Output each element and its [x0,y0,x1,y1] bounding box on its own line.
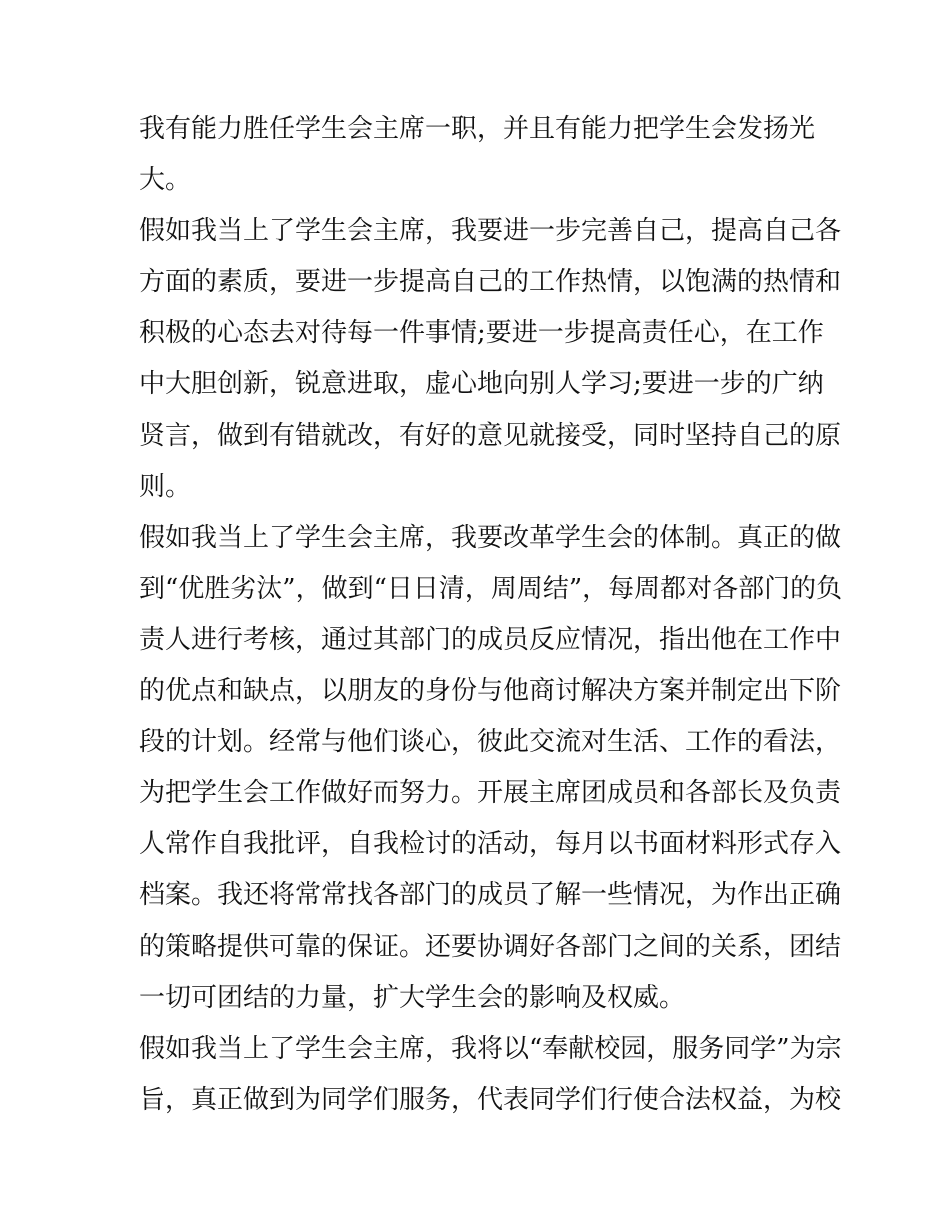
text-line: 到“优胜劣汰”，做到“日日清，周周结”，每周都对各部门的负 [139,573,843,604]
body-text [139,104,843,1126]
text-line: 则。 [139,471,192,502]
text-line: 的优点和缺点，以朋友的身份与他商讨解决方案并制定出下阶 [139,676,842,707]
text-line: 贤言，做到有错就改，有好的意见就接受，同时坚持自己的原 [139,420,842,451]
text-line: 中大胆创新，锐意进取，虚心地向别人学习;要进一步的广纳 [139,369,824,400]
text-line: 为把学生会工作做好而努力。开展主席团成员和各部长及负责 [139,778,842,809]
text-line: 积极的心态去对待每一件事情;要进一步提高责任心，在工作 [139,318,824,349]
text-line: 档案。我还将常常找各部门的成员了解一些情况，为作出正确 [139,880,842,911]
text-line: 假如我当上了学生会主席，我要改革学生会的体制。真正的做 [139,522,842,553]
text-line: 方面的素质，要进一步提高自己的工作热情，以饱满的热情和 [139,267,842,298]
text-line: 我有能力胜任学生会主席一职，并且有能力把学生会发扬光 [139,114,816,144]
text-line: 大。 [139,165,192,196]
text-line: 责人进行考核，通过其部门的成员反应情况，指出他在工作中 [139,624,842,655]
text-line: 假如我当上了学生会主席，我将以“奉献校园，服务同学”为宗 [139,1033,842,1064]
text-line: 人常作自我批评，自我检讨的活动，每月以书面材料形式存入 [139,829,842,860]
text-line: 一切可团结的力量，扩大学生会的影响及权威。 [139,982,686,1013]
text-line: 旨，真正做到为同学们服务，代表同学们行使合法权益，为校 [139,1084,842,1115]
text-line: 假如我当上了学生会主席，我要进一步完善自己，提高自己各 [139,216,842,247]
text-line: 的策略提供可靠的保证。还要协调好各部门之间的关系，团结 [139,931,842,962]
text-line: 段的计划。经常与他们谈心，彼此交流对生活、工作的看法， [139,727,842,758]
